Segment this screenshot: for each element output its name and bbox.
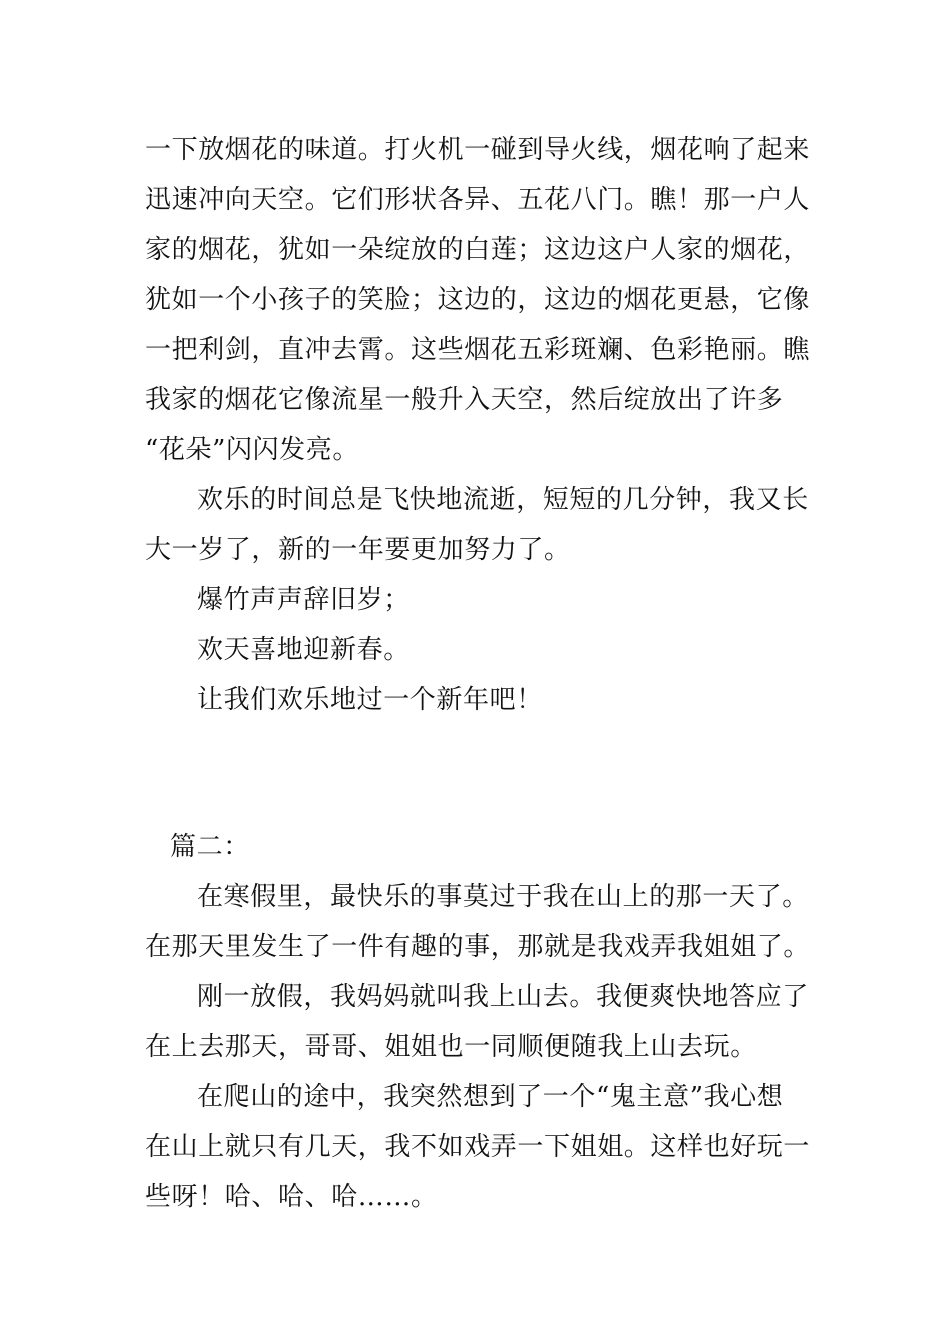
poem-line: 爆竹声声辞旧岁； xyxy=(197,585,410,615)
text-line: 在寒假里，最快乐的事莫过于我在山上的那一天了。 xyxy=(197,882,809,912)
text-line: 些呀！哈、哈、哈……。 xyxy=(145,1182,438,1212)
section-heading: 篇二： xyxy=(170,832,250,862)
text-line: 我家的烟花它像流星一般升入天空，然后绽放出了许多 xyxy=(145,385,784,415)
text-line: 在上去那天，哥哥、姐姐也一同顺便随我上山去玩。 xyxy=(145,1032,757,1062)
text-line: 在那天里发生了一件有趣的事，那就是我戏弄我姐姐了。 xyxy=(145,932,811,962)
text-line: 在山上就只有几天，我不如戏弄一下姐姐。这样也好玩一 xyxy=(145,1132,811,1162)
text-line: 一下放烟花的味道。打火机一碰到导火线，烟花响了起来 xyxy=(145,135,811,165)
poem-line: 让我们欢乐地过一个新年吧！ xyxy=(197,685,543,715)
text-line: 在爬山的途中，我突然想到了一个“鬼主意”我心想 xyxy=(197,1082,784,1112)
poem-line: 欢天喜地迎新春。 xyxy=(197,635,410,665)
text-line: 欢乐的时间总是飞快地流逝，短短的几分钟，我又长 xyxy=(197,485,809,515)
text-line: 刚一放假，我妈妈就叫我上山去。我便爽快地答应了 xyxy=(197,982,809,1012)
text-line: “花朵”闪闪发亮。 xyxy=(145,435,359,465)
text-line: 一把利剑，直冲去霄。这些烟花五彩斑斓、色彩艳丽。瞧 xyxy=(145,335,811,365)
text-line: 犹如一个小孩子的笑脸；这边的，这边的烟花更悬，它像 xyxy=(145,285,811,315)
text-line: 迅速冲向天空。它们形状各异、五花八门。瞧！那一户人 xyxy=(145,185,811,215)
text-line: 家的烟花，犹如一朵绽放的白莲；这边这户人家的烟花， xyxy=(145,235,811,265)
text-line: 大一岁了，新的一年要更加努力了。 xyxy=(145,535,571,565)
